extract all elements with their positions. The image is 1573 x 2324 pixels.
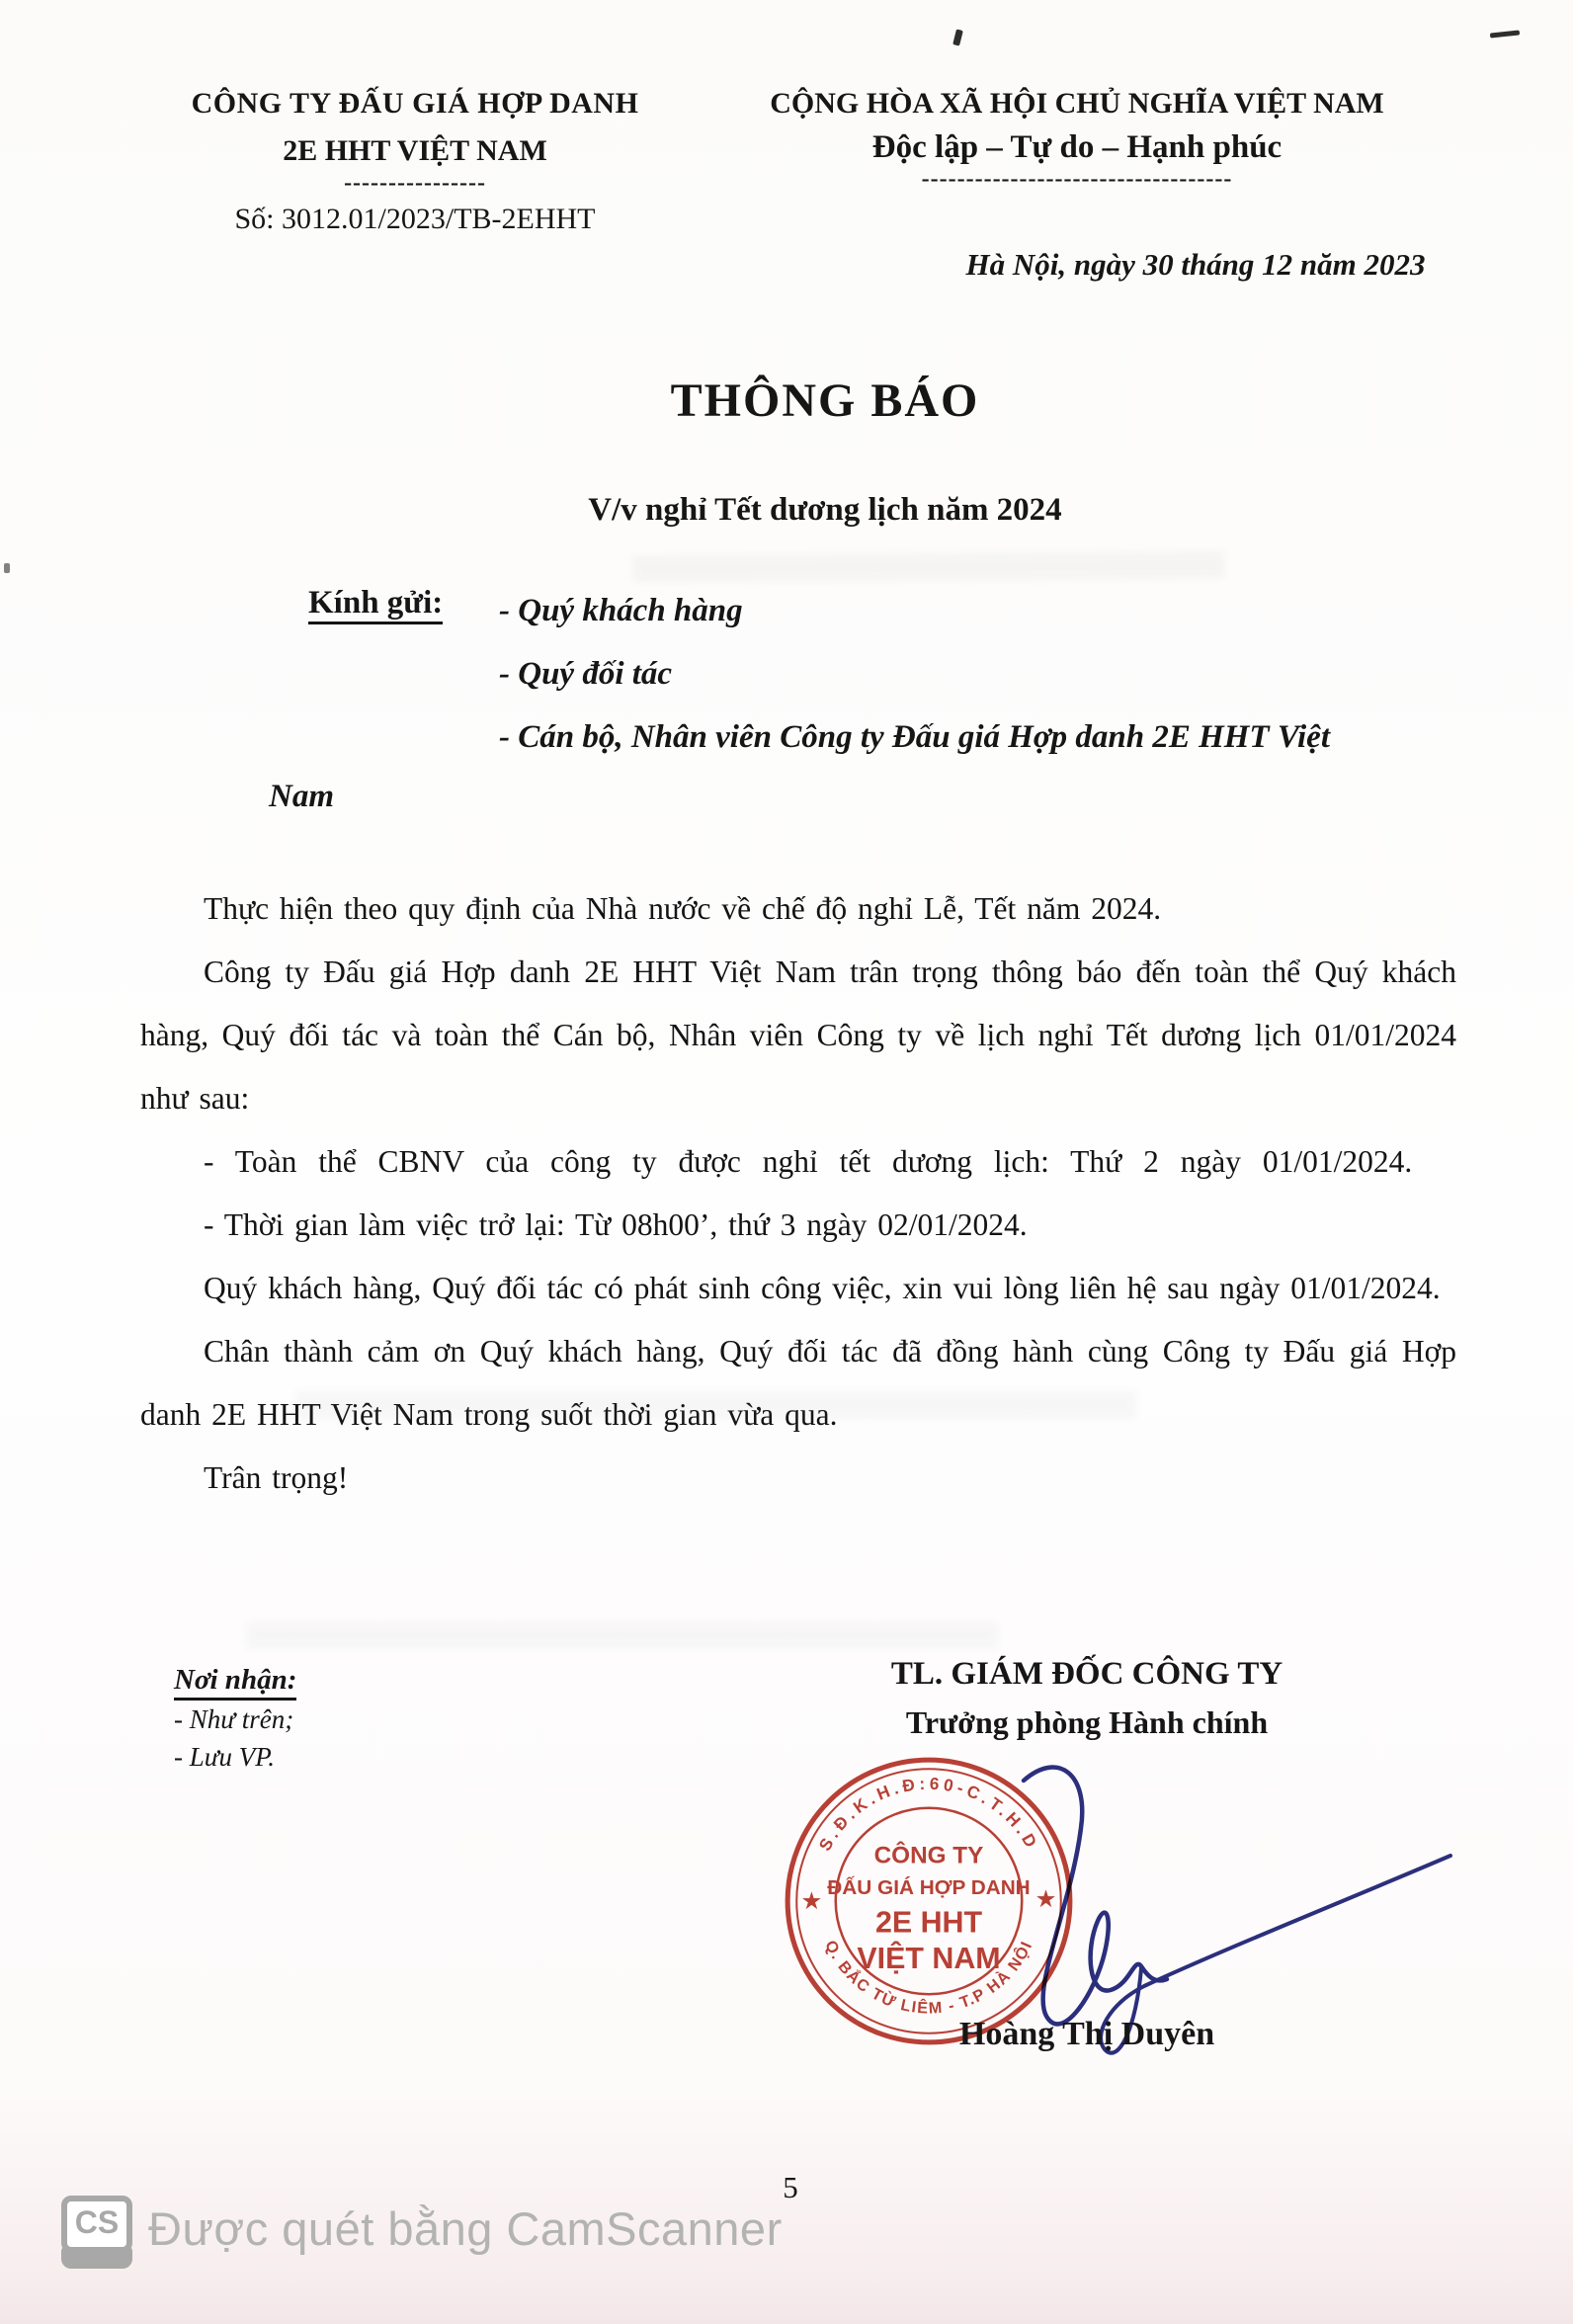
place-dateline: Hà Nội, ngày 30 tháng 12 năm 2023 — [965, 247, 1426, 282]
stamp-arc-bottom-text: Q. BẮC TỪ LIÊM - T.P HÀ NỘI — [821, 1937, 1036, 2018]
issuer-name-line1: CÔNG TY ĐẤU GIÁ HỢP DANH — [191, 87, 639, 120]
body-paragraph: Chân thành cảm ơn Quý khách hàng, Quý đối tác đã đồng hành cùng Công ty Đấu giá Hợp danh 2E HHT Việt Nam trong suốt thời gian vừa qua. — [140, 1334, 1456, 1432]
stamp-star-right: ★ — [1035, 1886, 1057, 1914]
camscanner-logo-icon — [61, 2196, 132, 2267]
body-paragraph: - Toàn thể CBNV của công ty được nghỉ tết dương lịch: Thứ 2 ngày 01/01/2024. — [204, 1144, 1413, 1179]
national-motto-line1: CỘNG HÒA XÃ HỘI CHỦ NGHĨA VIỆT NAM — [770, 87, 1384, 120]
issuer-name-line2: 2E HHT VIỆT NAM — [283, 134, 547, 167]
recipient-item: - Quý đối tác — [499, 656, 673, 692]
document-title: THÔNG BÁO — [670, 374, 980, 427]
issuer-header — [138, 87, 692, 236]
salutation-label-text: Kính gửi: — [308, 585, 443, 624]
stamp-center-line3: 2E HHT — [874, 1905, 983, 1940]
document-number: Số: 3012.01/2023/TB-2EHHT — [234, 203, 596, 235]
body-paragraph: Thực hiện theo quy định của Nhà nước về chế độ nghỉ Lễ, Tết năm 2024. — [204, 891, 1162, 926]
camscanner-watermark — [61, 2194, 951, 2282]
national-separator: ----------------------------------- — [921, 166, 1233, 192]
closing-phrase: Trân trọng! — [204, 1460, 349, 1495]
recipient-item: - Quý khách hàng — [499, 593, 743, 628]
body-paragraph: Công ty Đấu giá Hợp danh 2E HHT Việt Nam trân trọng thông báo đến toàn thể Quý khách hàng, Quý đối tác và toàn thể Cán bộ, Nhân viên Công ty về lịch nghỉ Tết dương lịch 01/01/2024 như sau: — [140, 954, 1456, 1116]
recipient-list — [499, 585, 1487, 763]
national-header — [761, 87, 1393, 193]
scan-ghost-smudge — [247, 1622, 998, 1648]
signing-authority-line1: TL. GIÁM ĐỐC CÔNG TY — [890, 1656, 1283, 1692]
recipient-item: - Cán bộ, Nhân viên Công ty Đấu giá Hợp danh 2E HHT Việt — [499, 719, 1331, 755]
recipient-item-continued: Nam — [269, 779, 334, 814]
document-subject: V/v nghỉ Tết dương lịch năm 2024 — [588, 492, 1062, 528]
body-paragraph: Quý khách hàng, Quý đối tác có phát sinh công việc, xin vui lòng liên hệ sau ngày 01/01/2024. — [204, 1271, 1441, 1305]
camscanner-watermark-text: Được quét bằng CamScanner — [148, 2202, 783, 2255]
distribution-item: - Lưu VP. — [174, 1742, 275, 1772]
national-motto-line2: Độc lập – Tự do – Hạnh phúc — [871, 129, 1283, 165]
distribution-note — [174, 1664, 589, 1776]
camscanner-logo-text: CS — [74, 2204, 120, 2240]
scan-speck — [4, 563, 10, 573]
scan-ghost-smudge — [296, 1391, 1136, 1419]
stamp-star-left: ★ — [800, 1888, 823, 1916]
salutation-label — [308, 585, 443, 622]
scan-speck — [952, 29, 963, 45]
signer-name: Hoàng Thị Duyên — [958, 2016, 1215, 2052]
scan-ghost-smudge — [632, 551, 1225, 583]
signing-authority-line2: Trưởng phòng Hành chính — [905, 1704, 1269, 1740]
stamp-center-line1: CÔNG TY — [873, 1842, 984, 1869]
stamp-arc-top-text: S.Đ.K.H.Đ:60-C.T.H.D — [814, 1773, 1043, 1855]
page-number: 5 — [783, 2170, 798, 2204]
camscanner-logo-tab — [61, 2247, 132, 2269]
camscanner-logo-frame — [61, 2196, 132, 2253]
distribution-label: Nơi nhận: — [174, 1664, 296, 1701]
distribution-item: - Như trên; — [174, 1704, 294, 1734]
stamp-center-line4: VIỆT NAM — [857, 1941, 1001, 1975]
signing-authority — [830, 1656, 1344, 1741]
stamp-center-line2: ĐẤU GIÁ HỢP DANH — [827, 1875, 1031, 1899]
body-paragraph: - Thời gian làm việc trở lại: Từ 08h00’, thứ 3 ngày 02/01/2024. — [204, 1207, 1028, 1242]
scan-speck — [1490, 30, 1520, 38]
issuer-separator: ---------------- — [344, 170, 486, 196]
